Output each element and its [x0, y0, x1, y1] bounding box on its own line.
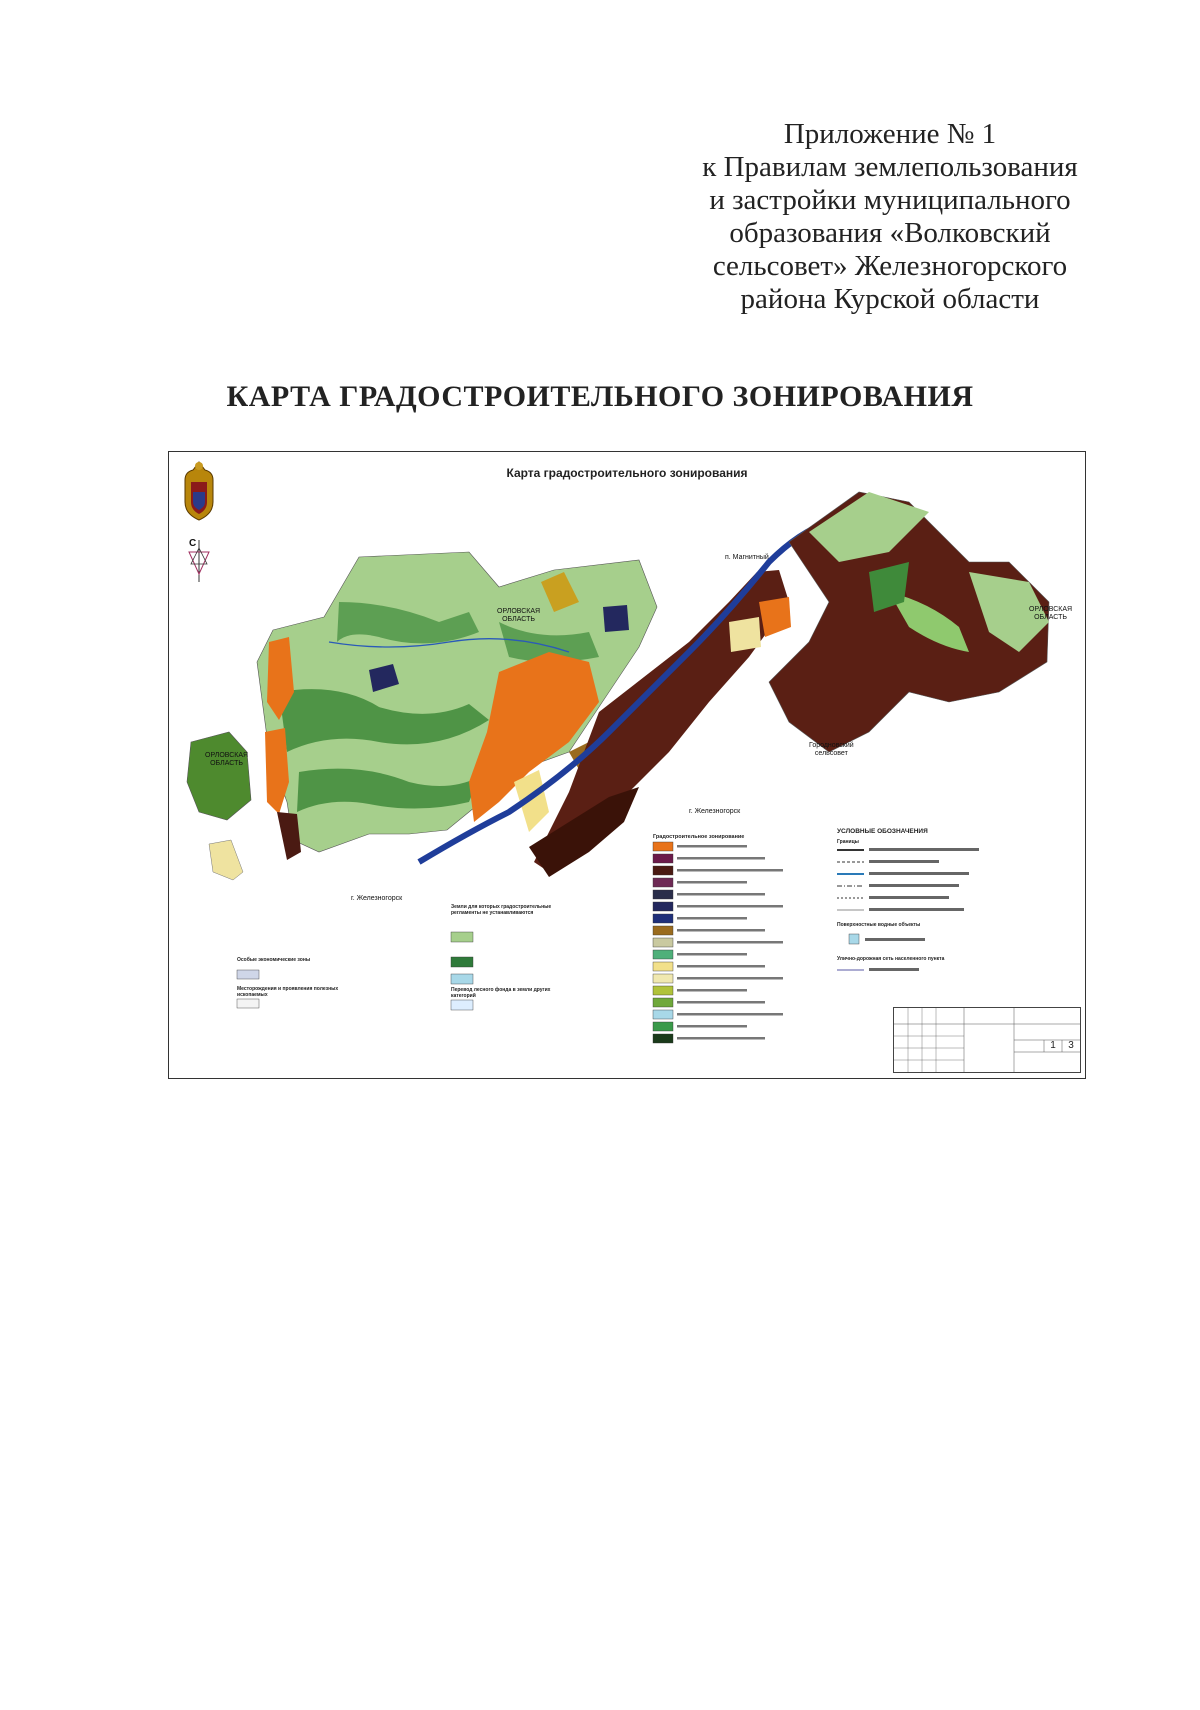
legend-symbols-heading: УСЛОВНЫЕ ОБОЗНАЧЕНИЯ	[837, 828, 928, 835]
map-graphic	[169, 452, 1085, 1078]
label-zheleznogorsk-center: г. Железногорск	[689, 808, 741, 815]
legend-street-heading: Улично-дорожная сеть населенного пункта	[837, 956, 945, 962]
legend-zone-swatch	[653, 926, 673, 935]
appendix-line: сельсовет» Железногорского	[712, 250, 1068, 282]
legend-zone-swatch	[653, 986, 673, 995]
label-orel-region-top: ОРЛОВСКАЯ ОБЛАСТЬ	[497, 608, 541, 623]
legend-zone-swatch	[653, 1022, 673, 1031]
territory-southwest-enclave	[187, 732, 251, 820]
zone-recreation	[729, 617, 761, 652]
legend-zone-swatch	[653, 1010, 673, 1019]
legend-zone-text-line	[677, 953, 747, 956]
legend-zone-text-line	[677, 881, 747, 884]
label-orel-region-right: ОРЛОВСКАЯ ОБЛАСТЬ	[1029, 606, 1073, 621]
zone-residential	[265, 728, 289, 814]
legend-zone-text-line	[677, 845, 747, 848]
legend-zone-swatch	[653, 962, 673, 971]
legend-zone-text-line	[677, 977, 783, 980]
legend-swatch	[451, 1000, 473, 1010]
legend-zone-swatch	[653, 842, 673, 851]
legend-zone-text-line	[677, 929, 765, 932]
label-gorodnovsky: Городновский сельсовет	[809, 742, 854, 757]
symbols-legend	[837, 850, 864, 970]
legend-zone-swatch	[653, 998, 673, 1007]
appendix-caption	[630, 118, 1150, 316]
legend-swatch	[237, 970, 259, 979]
appendix-line: образования «Волковский	[729, 217, 1051, 249]
map-title: Карта градостроительного зонирования	[506, 466, 748, 480]
legend-zone-swatch	[653, 938, 673, 947]
legend-zone-text-line	[677, 1037, 765, 1040]
territory-southwest-field	[209, 840, 243, 880]
legend-zone-swatch	[653, 1034, 673, 1043]
legend-zone-swatch	[653, 866, 673, 875]
legend-swatch	[451, 957, 473, 967]
label-magnitny: п. Магнитный	[725, 554, 769, 561]
legend-swatch	[237, 999, 259, 1008]
legend-water-heading: Поверхностные водные объекты	[837, 922, 921, 928]
appendix-line: Приложение № 1	[783, 118, 997, 150]
label-zheleznogorsk-bottom: г. Железногорск	[351, 895, 403, 902]
title-block-stamp	[893, 1007, 1081, 1073]
label-orel-region-left: ОРЛОВСКАЯ ОБЛАСТЬ	[205, 752, 249, 767]
legend-zone-text-line	[677, 941, 783, 944]
appendix-line: к Правилам землепользования	[702, 151, 1078, 183]
legend-zone-text-line	[677, 965, 765, 968]
legend-zone-text-line	[677, 893, 765, 896]
appendix-line: и застройки муниципального	[709, 184, 1071, 216]
legend-zone-swatch	[653, 854, 673, 863]
document-title: КАРТА ГРАДОСТРОИТЕЛЬНОГО ЗОНИРОВАНИЯ	[226, 380, 974, 413]
legend-zone-text-line	[677, 1001, 765, 1004]
legend-zone-swatch	[653, 890, 673, 899]
legend-zoning-heading: Градостроительное зонирование	[653, 834, 745, 840]
legend-zone-swatch	[653, 902, 673, 911]
zoning-map	[168, 451, 1086, 1079]
appendix-line: района Курской области	[740, 283, 1040, 315]
legend-zone-swatch	[653, 914, 673, 923]
legend-zone-text-line	[677, 905, 783, 908]
legend-zone-text-line	[677, 917, 747, 920]
stamp-sheet-number: 1	[1050, 1040, 1056, 1051]
stamp-sheet-total: 3	[1068, 1040, 1074, 1051]
legend-zones-no-regulation-heading: Земли для которых градостроительные регламенты не устанавливаются	[451, 904, 552, 916]
zone-production	[277, 812, 301, 860]
legend-text-lines	[865, 848, 979, 971]
legend-zone-text-line	[677, 857, 765, 860]
legend-zone-swatch	[653, 878, 673, 887]
zoning-legend	[653, 842, 783, 1043]
compass-north-label: С	[189, 538, 197, 549]
legend-deposits-heading: Месторождения и проявления полезных ископаемых	[237, 986, 339, 998]
legend-special-zones-heading: Особые экономические зоны	[237, 957, 311, 963]
legend-swatch	[451, 974, 473, 984]
legend-swatch	[451, 932, 473, 942]
legend-zone-text-line	[677, 989, 747, 992]
zone-infrastructure	[603, 605, 629, 632]
legend-zone-text-line	[677, 1013, 783, 1016]
legend-zone-text-line	[677, 869, 783, 872]
legend-forest-heading: Перевод лесного фонда в земли других категорий	[451, 987, 551, 999]
legend-zone-text-line	[677, 1025, 747, 1028]
legend-zone-swatch	[653, 950, 673, 959]
legend-borders-heading: Границы	[837, 839, 859, 845]
legend-zone-swatch	[653, 974, 673, 983]
